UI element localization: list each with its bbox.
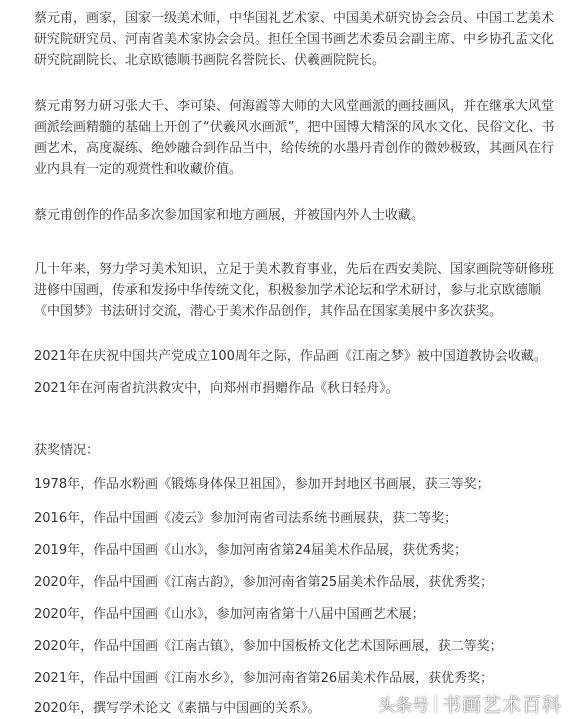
- watermark-separator: [435, 695, 436, 713]
- award-item: 2020年，撰写学术论文《素描与中国画的关系》。: [34, 701, 321, 716]
- award-item: 2016年，作品中国画《凌云》参加河南省司法系统书画展获，获二等奖；: [34, 511, 458, 526]
- paragraph-exhibitions: 蔡元甫创作的作品多次参加国家和地方画展，并被国内外人士收藏。: [34, 208, 425, 223]
- watermark-source: 书画艺术百科: [441, 694, 562, 716]
- source-watermark: [378, 690, 562, 717]
- awards-heading: 获奖情况：: [34, 443, 100, 458]
- paragraph-intro: 蔡元甫，画家，国家一级美术师，中华国礼艺术家、中国美术研究协会会员、中国工艺美术研究院研究员、河南省美术家协会会员。担任全国书画艺术委员会副主席、中乡协孔孟文化研究院副院长、北京欧德顺书画院名誉院长、伏羲画院院长。: [34, 11, 555, 68]
- award-item: 2021年，作品中国画《江南水乡》，参加河南省第26届美术作品展，获优秀奖；: [34, 671, 494, 686]
- award-item: 1978年，作品水粉画《锻炼身体保卫祖国》，参加开封地区书画展，获三等奖；: [34, 477, 490, 492]
- paragraph-donation-2021: 2021年在河南省抗洪救灾中，向郑州市捐赠作品《秋日轻舟》。: [34, 381, 399, 396]
- paragraph-collection-2021: 2021年在庆祝中国共产党成立100周年之际，作品画《江南之梦》被中国道教协会收藏。: [34, 349, 547, 364]
- award-item: 2020年，作品中国画《江南古韵》，参加河南省第25届美术作品展，获优秀奖；: [34, 575, 494, 590]
- award-item: 2020年，作品中国画《山水》，参加河南省第十八届中国画艺术展；: [34, 607, 425, 622]
- award-item: 2019年，作品中国画《山水》，参加河南省第24届美术作品展，获优秀奖；: [34, 543, 468, 558]
- paragraph-style: 蔡元甫努力研习张大千、李可染、何海霞等大师的大风堂画派的画技画风，并在继承大风堂画派绘画精髓的基础上开创了“伏羲风水画派”，把中国博大精深的风水文化、民俗文化、书画艺术，高度凝练、绝妙融合到作品当中，给传统的水墨丹青创作的微妙极致，其画风在行业内具有一定的观赏性和收藏价值。: [34, 99, 555, 177]
- watermark-platform: 头条号: [377, 696, 429, 716]
- paragraph-education: 几十年来，努力学习美术知识，立足于美术教育事业，先后在西安美院、国家画院等研修班进修中国画，传承和发扬中华传统文化，积极参加学术论坛和学术研讨，参与北京欧德顺《中国梦》书法研讨交流，潜心于美术作品创作，其作品在国家美展中多次获奖。: [34, 262, 555, 319]
- award-item: 2020年，作品中国画《江南古镇》，参加中国板桥文化艺术国际画展，获二等奖；: [34, 639, 503, 654]
